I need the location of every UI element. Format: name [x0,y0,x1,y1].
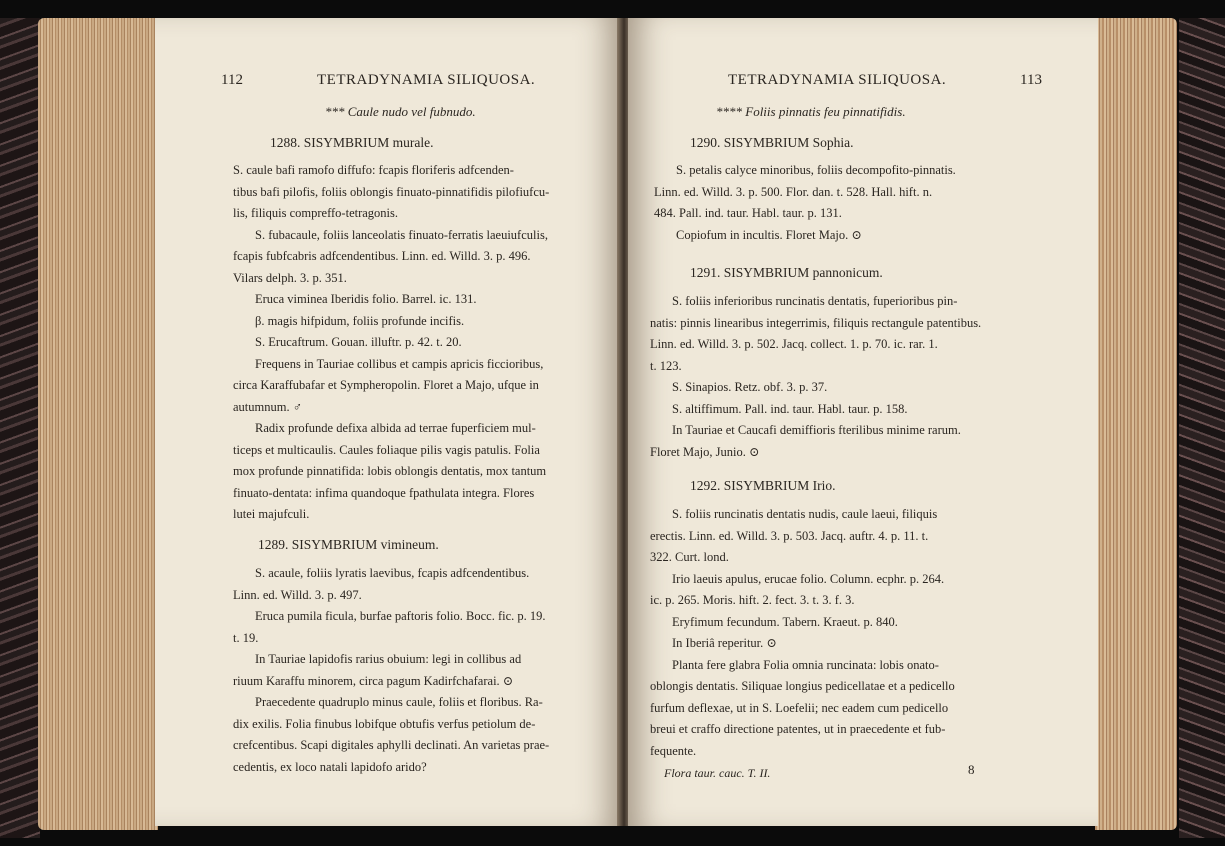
text-line: Linn. ed. Willd. 3. p. 500. Flor. dan. t. 528. Hall. hift. n. [654,184,933,199]
text-line: β. magis hifpidum, foliis profunde incifis. [255,313,465,328]
text-line: S. fubacaule, foliis lanceolatis finuato-ferratis laeuiufculis, [255,227,548,242]
text-line: Floret Majo, Junio. ⊙ [650,444,760,459]
species-1288-text [233,160,549,526]
text-line: t. 123. [650,358,682,373]
text-line: oblongis dentatis. Siliquae longius pedicellatae et a pedicello [650,679,955,693]
text-line: dix exilis. Folia finubus lobifque obtufis verfus petiolum de- [233,716,536,731]
species-1288-title: 1288. SISYMBRIUM murale. [270,135,434,150]
text-line: riuum Karaffu minorem, circa pagum Kadirfchafarai. ⊙ [233,673,514,688]
text-line: S. foliis inferioribus runcinatis dentatis, fuperioribus pin- [672,294,958,308]
page-edges-left [38,18,158,830]
text-line: Planta fere glabra Folia omnia runcinata: lobis onato- [672,657,939,672]
text-line: Copiofum in incultis. Floret Majo. ⊙ [676,227,862,242]
text-line: ticeps et multicaulis. Caules foliaque pilis vagis patulis. Folia [233,442,540,457]
species-1292-title: 1292. SISYMBRIUM Irio. [690,478,836,493]
section-subheading-left: *** Caule nudo vel fubnudo. [325,104,476,119]
species-1290-text [654,160,956,246]
text-line: fequente. [650,743,697,758]
species-1291-title: 1291. SISYMBRIUM pannonicum. [690,265,883,280]
text-line: natis: pinnis linearibus integerrimis, filiquis rectangule patentibus. [650,315,982,330]
signature-mark: 8 [968,762,975,777]
running-header-left: TETRADYNAMIA SILIQUOSA. [317,72,536,88]
text-line: 322. Curt. lond. [650,550,729,564]
text-line: autumnum. ♂ [233,399,303,414]
text-line: Frequens in Tauriae collibus et campis apricis ficcioribus, [255,356,544,371]
running-header-right: TETRADYNAMIA SILIQUOSA. [728,72,947,88]
signature-footer: Flora taur. cauc. T. II. [664,766,771,780]
text-line: S. caule bafi ramofo diffufo: fcapis floriferis adfcenden- [233,163,514,177]
text-line: In Iberiâ reperitur. ⊙ [672,636,777,650]
page-edges-right [1095,18,1177,830]
text-line: erectis. Linn. ed. Willd. 3. p. 503. Jacq. auftr. 4. p. 11. t. [650,528,929,543]
species-1292-text [650,504,955,762]
text-line: S. acaule, foliis lyratis laevibus, fcapis adfcendentibus. [255,566,530,580]
page-number-right: 113 [1020,72,1042,88]
text-line: Linn. ed. Willd. 3. p. 497. [233,587,362,602]
text-line: Eruca pumila ficula, burfae paftoris folio. Bocc. fic. p. 19. [255,609,546,623]
text-line: Linn. ed. Willd. 3. p. 502. Jacq. collect. 1. p. 70. ic. rar. 1. [650,337,938,351]
species-1290-title: 1290. SISYMBRIUM Sophia. [690,135,854,150]
species-1289-text [233,563,549,778]
species-1289-title: 1289. SISYMBRIUM vimineum. [258,537,439,552]
text-line: In Tauriae et Caucafi demiffioris fterilibus minime rarum. [672,423,961,437]
cover-marble-right [1179,18,1225,838]
right-page [628,18,1098,826]
text-line: S. Sinapios. Retz. obf. 3. p. 37. [672,380,828,394]
text-line: Irio laeuis apulus, erucae folio. Column. ecphr. p. 264. [672,571,945,586]
left-page [155,18,620,826]
text-line: tibus bafi pilofis, foliis oblongis finuato-pinnatifidis pilofiufcu- [233,184,550,199]
text-line: S. petalis calyce minoribus, foliis decompofito-pinnatis. [676,163,956,177]
cover-marble-left [0,18,40,838]
section-subheading-right: **** Foliis pinnatis feu pinnatifidis. [716,104,906,119]
text-line: furfum deflexae, ut in S. Loefelii; nec eadem cum pedicello [650,700,949,715]
text-line: Vilars delph. 3. p. 351. [233,270,347,285]
text-line: Eryfimum fecundum. Tabern. Kraeut. p. 840. [672,614,898,629]
text-line: Eruca viminea Iberidis folio. Barrel. ic. 131. [255,292,477,306]
text-line: lis, filiquis compreffo-tetragonis. [233,206,399,220]
text-line: fcapis fubfcabris adfcendentibus. Linn. ed. Willd. 3. p. 496. [233,249,531,263]
text-line: lutei majufculi. [233,507,310,521]
species-1291-text [650,291,981,463]
text-line: finuato-dentata: infima quandoque fpathulata integra. Flores [233,485,535,500]
text-line: ic. p. 265. Moris. hift. 2. fect. 3. t. 3. f. 3. [650,593,855,607]
text-line: Praecedente quadruplo minus caule, foliis et floribus. Ra- [255,695,543,709]
text-line: In Tauriae lapidofis rarius obuium: legi in collibus ad [255,652,522,666]
text-line: S. altiffimum. Pall. ind. taur. Habl. taur. p. 158. [672,401,908,416]
text-line: S. Erucaftrum. Gouan. illuftr. p. 42. t. 20. [255,335,462,349]
text-line: Radix profunde defixa albida ad terrae fuperficiem mul- [255,421,536,435]
text-line: 484. Pall. ind. taur. Habl. taur. p. 131. [654,206,842,220]
text-line: breui et craffo directione patentes, ut in praecedente et fub- [650,722,946,736]
text-line: cedentis, ex loco natali lapidofo arido? [233,759,427,774]
text-line: circa Karaffubafar et Sympheropolin. Floret a Majo, ufque in [233,378,539,392]
text-line: S. foliis runcinatis dentatis nudis, caule laeui, filiquis [672,507,938,521]
text-line: t. 19. [233,630,259,645]
text-line: crefcentibus. Scapi digitales aphylli declinati. An varietas prae- [233,738,550,752]
text-line: mox profunde pinnatifida: lobis oblongis dentatis, mox tantum [233,464,547,478]
page-number-left: 112 [221,72,243,88]
